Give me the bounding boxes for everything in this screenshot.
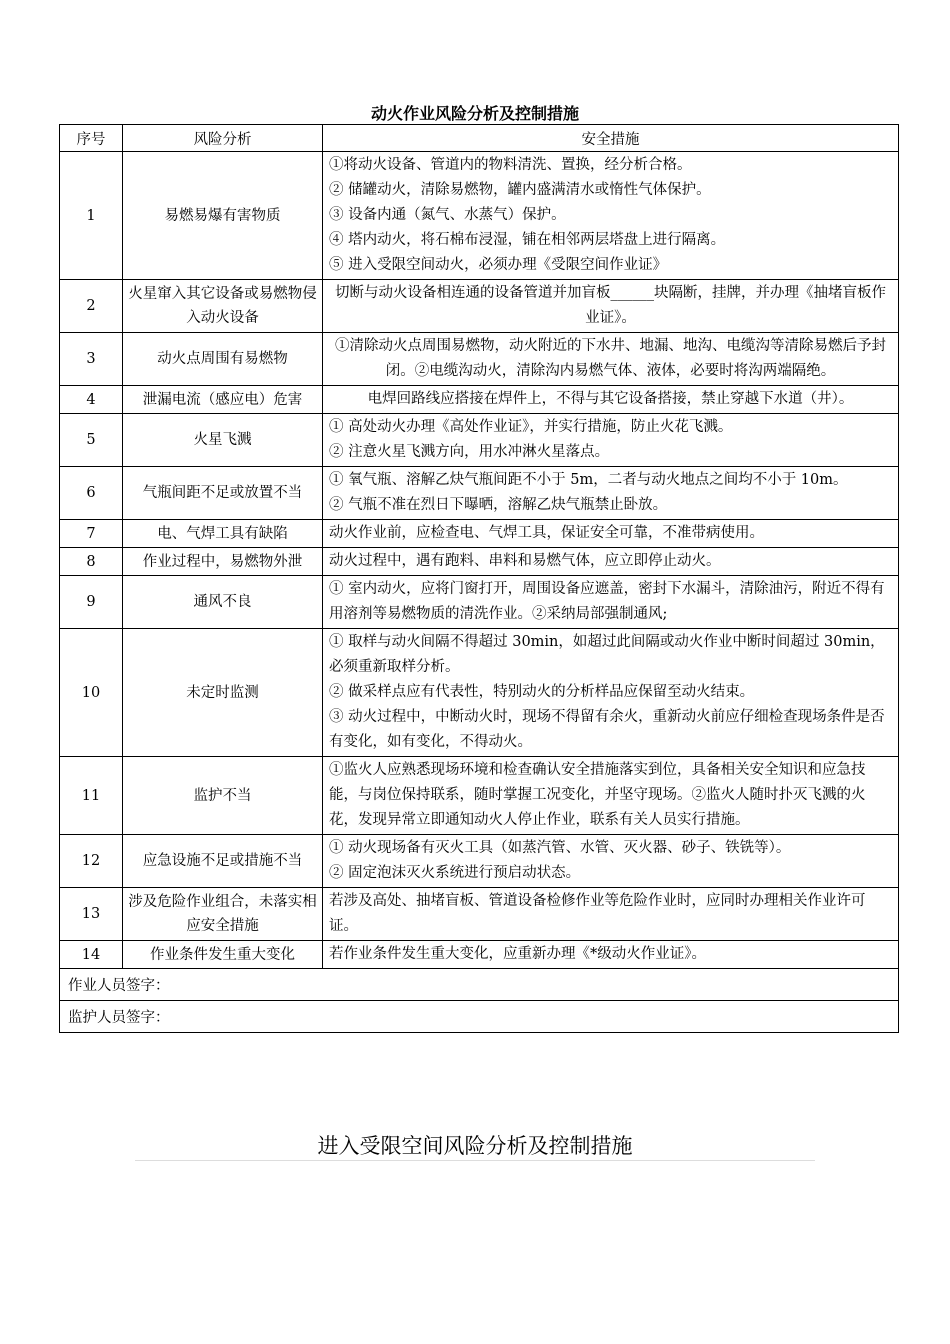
risk-cell: 作业条件发生重大变化 xyxy=(123,941,323,969)
measure-line: ①将动火设备、管道内的物料清洗、置换，经分析合格。 xyxy=(329,157,692,173)
measure-line: ① 动火现场备有灭火工具（如蒸汽管、水管、灭火器、砂子、铁铣等）。 xyxy=(329,840,791,856)
risk-cell: 应急设施不足或措施不当 xyxy=(123,835,323,888)
measure-cell xyxy=(323,548,899,576)
row-number: 1 xyxy=(60,152,123,280)
measure-line: ③ 设备内通（氮气、水蒸气）保护。 xyxy=(329,207,566,223)
risk-cell: 通风不良 xyxy=(123,576,323,629)
measure-cell xyxy=(323,467,899,520)
row-number: 12 xyxy=(60,835,123,888)
table-row xyxy=(60,333,899,386)
row-number: 10 xyxy=(60,629,123,757)
measure-line: ① 取样与动火间隔不得超过 30min，如超过此间隔或动火作业中断时间超过 30min，必须重新取样分析。 xyxy=(329,634,885,675)
measure-line: ② 储罐动火，清除易燃物，罐内盛满清水或惰性气体保护。 xyxy=(329,182,711,198)
measure-line: 若作业条件发生重大变化，应重新办理《*级动火作业证》。 xyxy=(329,946,706,962)
row-number: 2 xyxy=(60,280,123,333)
measure-cell xyxy=(323,333,899,386)
risk-cell: 火星窜入其它设备或易燃物侵入动火设备 xyxy=(123,280,323,333)
next-section-title: 进入受限空间风险分析及控制措施 xyxy=(317,1134,633,1158)
measure-line: ② 气瓶不准在烈日下曝晒，溶解乙炔气瓶禁止卧放。 xyxy=(329,497,668,513)
measure-line: 电焊回路线应搭接在焊件上，不得与其它设备搭接，禁止穿越下水道（井）。 xyxy=(367,391,854,407)
row-number: 5 xyxy=(60,414,123,467)
risk-cell: 气瓶间距不足或放置不当 xyxy=(123,467,323,520)
monitor-signature-row xyxy=(60,1001,899,1033)
worker-signature-row xyxy=(60,969,899,1001)
table-row xyxy=(60,629,899,757)
table-row xyxy=(60,835,899,888)
measure-line: ② 注意火星飞溅方向，用水冲淋火星落点。 xyxy=(329,444,610,460)
measure-line: ① 氧气瓶、溶解乙炔气瓶间距不小于 5m，二者与动火地点之间均不小于 10m。 xyxy=(329,472,848,488)
table-row xyxy=(60,576,899,629)
row-number: 6 xyxy=(60,467,123,520)
measure-cell xyxy=(323,835,899,888)
measure-line: 动火作业前，应检查电、气焊工具，保证安全可靠，不准带病使用。 xyxy=(329,525,764,541)
divider xyxy=(135,1160,815,1161)
measure-cell xyxy=(323,152,899,280)
risk-cell: 监护不当 xyxy=(123,757,323,835)
row-number: 4 xyxy=(60,386,123,414)
measure-cell xyxy=(323,520,899,548)
row-number: 11 xyxy=(60,757,123,835)
table-row xyxy=(60,520,899,548)
measure-cell xyxy=(323,280,899,333)
measure-cell xyxy=(323,941,899,969)
table-row xyxy=(60,152,899,280)
worker-signature-label: 作业人员签字： xyxy=(60,969,899,1001)
table-row xyxy=(60,888,899,941)
measure-cell xyxy=(323,757,899,835)
measure-line: 若涉及高处、抽堵盲板、管道设备检修作业等危险作业时，应同时办理相关作业许可证。 xyxy=(329,893,866,934)
measure-line: 动火过程中，遇有跑料、串料和易燃气体，应立即停止动火。 xyxy=(329,553,721,569)
measure-cell xyxy=(323,414,899,467)
monitor-signature-label: 监护人员签字： xyxy=(60,1001,899,1033)
measure-line: ① 高处动火办理《高处作业证》，并实行措施，防止火花飞溅。 xyxy=(329,419,733,435)
row-number: 14 xyxy=(60,941,123,969)
risk-cell: 火星飞溅 xyxy=(123,414,323,467)
table-header-row xyxy=(60,125,899,152)
table-row xyxy=(60,280,899,333)
table-row xyxy=(60,941,899,969)
measure-cell xyxy=(323,386,899,414)
measure-line: ③ 动火过程中，中断动火时，现场不得留有余火，重新动火前应仔细检查现场条件是否有变化，如有变化，不得动火。 xyxy=(329,709,885,750)
risk-cell: 电、气焊工具有缺陷 xyxy=(123,520,323,548)
measure-cell xyxy=(323,629,899,757)
row-number: 9 xyxy=(60,576,123,629)
measure-line: 切断与动火设备相连通的设备管道并加盲板______块隔断，挂牌，并办理《抽堵盲板作业证》。 xyxy=(335,285,886,326)
measure-line: ①监火人应熟悉现场环境和检查确认安全措施落实到位，具备相关安全知识和应急技能，与岗位保持联系，随时掌握工况变化，并坚守现场。②监火人随时扑灭飞溅的火花，发现异常立即通知动火人停止作业，联系有关人员实行措施。 xyxy=(329,762,866,828)
risk-cell: 动火点周围有易燃物 xyxy=(123,333,323,386)
risk-cell: 易燃易爆有害物质 xyxy=(123,152,323,280)
table-row xyxy=(60,414,899,467)
header-no: 序号 xyxy=(60,125,123,152)
measure-cell xyxy=(323,888,899,941)
risk-cell: 未定时监测 xyxy=(123,629,323,757)
measure-cell xyxy=(323,576,899,629)
measure-line: ④ 塔内动火，将石棉布浸湿，铺在相邻两层塔盘上进行隔离。 xyxy=(329,232,726,248)
table-row xyxy=(60,386,899,414)
measure-line: ①清除动火点周围易燃物，动火附近的下水井、地漏、地沟、电缆沟等清除易燃后予封闭。②电缆沟动火，清除沟内易燃气体、液体，必要时将沟两端隔绝。 xyxy=(335,338,886,379)
header-risk: 风险分析 xyxy=(123,125,323,152)
risk-cell: 作业过程中，易燃物外泄 xyxy=(123,548,323,576)
measure-line: ⑤ 进入受限空间动火，必须办理《受限空间作业证》 xyxy=(329,257,668,273)
measure-line: ② 做采样点应有代表性，特别动火的分析样品应保留至动火结束。 xyxy=(329,684,755,700)
row-number: 3 xyxy=(60,333,123,386)
row-number: 7 xyxy=(60,520,123,548)
measure-line: ② 固定泡沫灭火系统进行预启动状态。 xyxy=(329,865,581,881)
risk-cell: 泄漏电流（感应电）危害 xyxy=(123,386,323,414)
risk-cell: 涉及危险作业组合，未落实相应安全措施 xyxy=(123,888,323,941)
table-row xyxy=(60,757,899,835)
table-row xyxy=(60,467,899,520)
row-number: 13 xyxy=(60,888,123,941)
document-title: 动火作业风险分析及控制措施 xyxy=(370,104,579,123)
row-number: 8 xyxy=(60,548,123,576)
risk-control-table xyxy=(59,124,899,1033)
measure-line: ① 室内动火，应将门窗打开，周围设备应遮盖，密封下水漏斗，清除油污，附近不得有用溶剂等易燃物质的清洗作业。②采纳局部强制通风; xyxy=(329,581,885,622)
header-measure: 安全措施 xyxy=(323,125,899,152)
table-row xyxy=(60,548,899,576)
